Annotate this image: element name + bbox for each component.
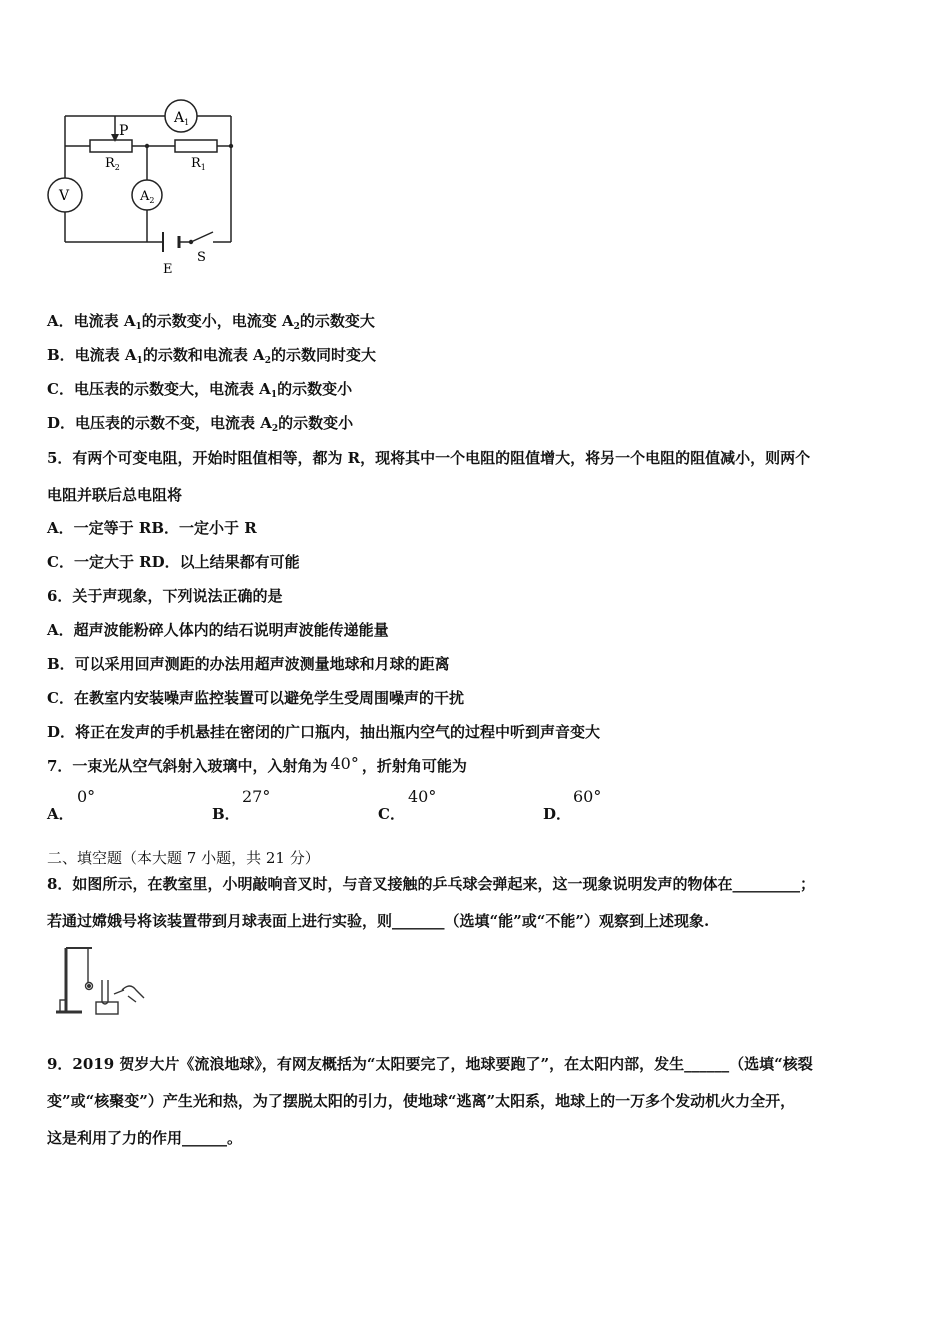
label-a1: $A_1$ [174,110,190,127]
q8-line2: 若通过嫦娥号将该装置带到月球表面上进行实验，则_______（选填“能”或“不能”）观察到上述现象. [47,912,710,930]
q7-incident-angle: 40° [330,754,359,773]
q6-option-a: A．超声波能粉碎人体内的结石说明声波能传递能量 [47,621,389,639]
q6-option-d: D．将正在发声的手机悬挂在密闭的广口瓶内，抽出瓶内空气的过程中听到声音变大 [47,723,601,741]
label-a2: $A_2$ [140,189,155,205]
q6-option-c: C．在教室内安装噪声监控装置可以避免学生受周围噪声的干扰 [47,689,464,707]
q5-stem-line2: 电阻并联后总电阻将 [47,486,183,504]
q4-option-d: D．电压表的示数不变，电流表 $A_2$的示数变小 [47,414,354,434]
circuit-diagram [45,98,245,278]
label-p: P [119,123,129,139]
q9-line2: 变”或“核聚变”）产生光和热，为了摆脱太阳的引力，使地球“逃离”太阳系，地球上的一万多个发动机火力全开， [47,1092,796,1110]
q5-stem-line1: 5．有两个可变电阻，开始时阻值相等，都为 R，现将其中一个电阻的阻值增大，将另一个电阻的阻值减小，则两个 [47,449,811,467]
section-title: 二、填空题（本大题 7 小题，共 21 分） [47,849,320,867]
q4-option-c: C．电压表的示数变大，电流表 $A_1$的示数变小 [47,380,353,400]
q6-option-b: B．可以采用回声测距的办法用超声波测量地球和月球的距离 [47,655,450,673]
label-e: E [163,262,173,277]
q7-stem: 7．一束光从空气斜射入玻璃中，入射角为 40° ，折射角可能为 [47,754,467,775]
q9-line1: 9．2019 贺岁大片《流浪地球》，有网友概括为“太阳要完了，地球要跑了”，在太阳内部，发生______（选填“核裂 [47,1055,813,1073]
tuning-fork-apparatus [52,940,152,1020]
label-r1: $R_1$ [191,156,206,172]
q6-stem: 6．关于声现象，下列说法正确的是 [47,587,283,605]
q5-options-cd: C．一定大于 RD．以上结果都有可能 [47,553,300,571]
q8-line1: 8．如图所示，在教室里，小明敲响音叉时，与音叉接触的乒乓球会弹起来，这一现象说明发声的物体在_________； [47,875,815,893]
q9-line3: 这是利用了力的作用______。 [47,1129,243,1147]
q4-option-a: A．电流表 $A_1$的示数变小，电流变 $A_2$的示数变大 [47,312,375,332]
label-r2: $R_2$ [105,156,120,172]
q4-option-b: B．电流表 $A_1$的示数和电流表 $A_2$的示数同时变大 [47,346,376,366]
label-s: S [197,250,206,265]
label-v: V [59,188,70,204]
q5-options-ab: A．一定等于 RB．一定小于 R [47,519,257,537]
